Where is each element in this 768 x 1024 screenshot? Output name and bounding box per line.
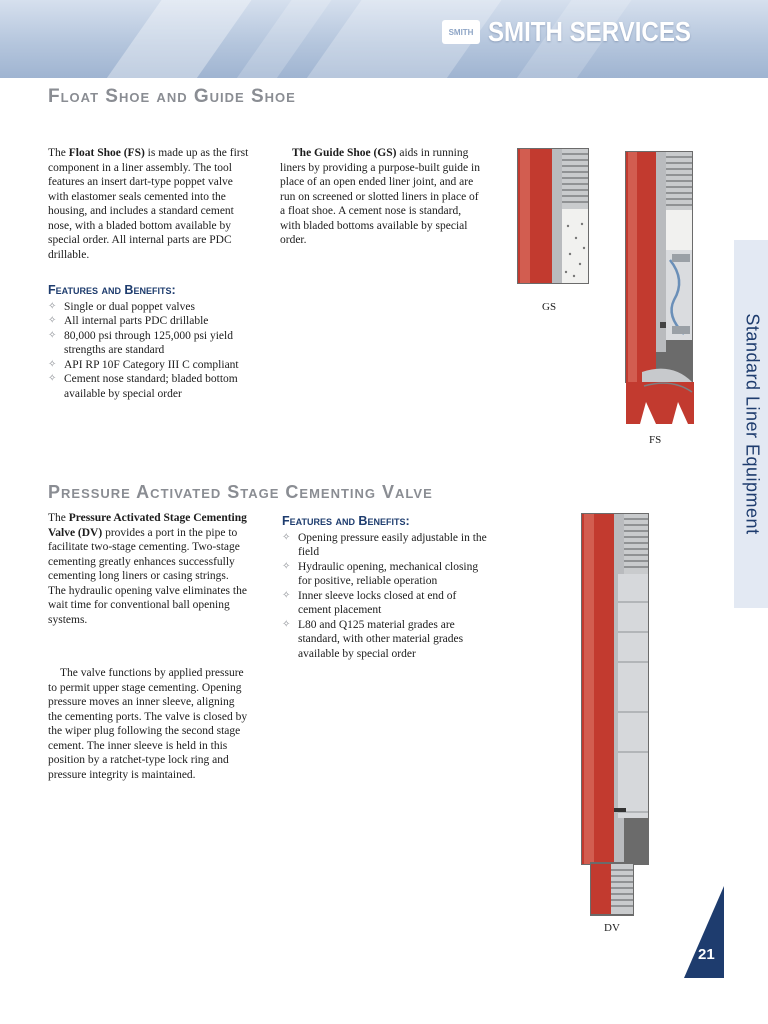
- diamond-bullet-icon: ✧: [48, 315, 57, 326]
- page-header: [0, 0, 768, 78]
- guide-shoe-illustration: [514, 146, 590, 286]
- list-item: ✧ Inner sleeve locks closed at end of cement placement: [282, 589, 457, 616]
- diamond-bullet-icon: ✧: [282, 589, 291, 601]
- page-corner-triangle-icon: [684, 886, 724, 978]
- dv-caption: DV: [604, 922, 620, 934]
- list-item: ✧ Hydraulic opening, mechanical closing for positive, reliable operation: [282, 560, 479, 587]
- diamond-bullet-icon: ✧: [282, 531, 291, 543]
- diamond-bullet-icon: ✧: [282, 560, 291, 572]
- page-number: 21: [698, 946, 715, 963]
- dv-function-paragraph: The valve functions by applied pressure to permit upper stage cementing. Opening pressure moves an inner sleeve, aligning the cementing ports. The valve is closed by the wiper plug following the second stage cement. The inner sleeve is held in this position by a ratchet-type lock ring and pressure integrity is maintained.: [48, 667, 248, 781]
- side-tab-label: Standard Liner Equipment: [742, 313, 763, 535]
- dv-features-heading: Features and Benefits:: [282, 514, 410, 528]
- dv-valve-illustration: [578, 512, 652, 916]
- diamond-bullet-icon: ✧: [48, 373, 57, 384]
- diamond-bullet-icon: ✧: [48, 300, 57, 312]
- brand-name: SMITH SERVICES: [488, 16, 691, 47]
- dv-term: Pressure Activated Stage Cementing Valve (DV): [48, 512, 247, 539]
- diamond-bullet-icon: ✧: [282, 618, 291, 630]
- list-item: ✧ Single or dual poppet valves: [48, 300, 195, 313]
- gs-caption: GS: [542, 301, 557, 313]
- list-item: ✧ All internal parts PDC drillable: [48, 315, 209, 327]
- dv-features: [282, 514, 492, 661]
- fs-features-list: [48, 300, 253, 402]
- dv-features-list: [282, 531, 492, 662]
- gs-intro-paragraph: The Guide Shoe (GS) aids in running liners by providing a purpose-built guide in place of an open ended liner joint, and are run on screened or slotted liners in place of a float shoe. A cement nose is standard, with bladed bottoms available by special order.: [280, 147, 480, 246]
- fs-features: [48, 283, 253, 401]
- section-title-float-shoe: Float Shoe and Guide Shoe: [48, 86, 296, 107]
- brand-logo: [442, 16, 724, 48]
- list-item: ✧ L80 and Q125 material grades are standard, with other material grades available by special order: [282, 618, 464, 660]
- smith-logo-icon: SMITH: [442, 20, 480, 44]
- fs-term: Float Shoe (FS): [68, 147, 145, 159]
- fs-features-heading: Features and Benefits:: [48, 283, 176, 297]
- list-item: ✧ Cement nose standard; bladed bottom available by special order: [48, 373, 238, 400]
- diamond-bullet-icon: ✧: [48, 329, 57, 341]
- list-item: ✧ API RP 10F Category III C compliant: [48, 358, 239, 371]
- float-shoe-illustration: [622, 150, 696, 426]
- gs-term: The Guide Shoe (GS): [292, 147, 397, 159]
- fs-caption: FS: [649, 434, 662, 446]
- list-item: ✧ Opening pressure easily adjustable in the field: [282, 531, 487, 558]
- fs-intro-paragraph: The Float Shoe (FS) is made up as the first component in a liner assembly. The tool features an insert dart-type poppet valve with elastomer seals cemented into the housing, and includes a standard cement nose, with a bladed bottom available by special order. All internal parts are PDC drillable.: [48, 147, 249, 261]
- dv-intro-paragraph: The Pressure Activated Stage Cementing Valve (DV) provides a port in the pipe to facilitate two-stage cementing. Two-stage cementing greatly enhances successfully cementing long liners or casing strings. The hydraulic opening valve eliminates the wait time for conventional ball opening systems.: [48, 512, 247, 626]
- diamond-bullet-icon: ✧: [48, 358, 57, 370]
- list-item: ✧ 80,000 psi through 125,000 psi yield strengths are standard: [48, 329, 233, 356]
- section-title-dv: Pressure Activated Stage Cementing Valve: [48, 482, 433, 502]
